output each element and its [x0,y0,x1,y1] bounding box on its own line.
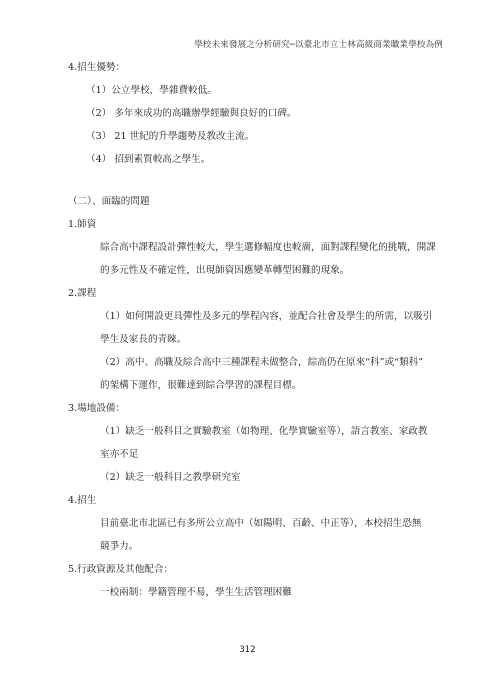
paragraph-line: 目前臺北市北區已有多所公立高中（如陽明、百齡、中正等），本校招生恐無 [100,518,422,529]
paragraph-line: （1）如何開設更具彈性及多元的學程內容，並配合社會及學生的所需，以吸引 [100,311,433,322]
subsection-heading: 5.行政資源及其他配合： [68,564,174,575]
paragraph-line: （1）缺乏一般科目之實驗教室（如物理、化學實驗室等），語言教室、家政教 [100,426,428,437]
subsection-heading: 1.師資 [68,219,97,230]
running-header: 學校未來發展之分析研究─以臺北市立士林高級商業職業學校為例 [194,40,443,50]
paragraph-line: 競爭力。 [100,541,139,552]
paragraph-line: 室亦不足 [100,449,139,460]
list-item: （1）公立學校，學雜費較低。 [86,85,217,96]
list-item: （3） 21 世紀的升學趨勢及教改主流。 [86,131,255,142]
paragraph-line: 學生及家長的青睞。 [100,334,187,345]
section-heading: （二）、面臨的問題 [68,196,150,207]
paragraph-line: 的架構下運作，很難達到綜合學習的課程目標。 [100,380,302,391]
paragraph-line: 綜合高中課程設計彈性較大，學生選修幅度也較廣，面對課程變化的挑戰，開課 [100,242,436,253]
page-number: 312 [239,645,256,655]
paragraph-line: 的多元性及不確定性，出現師資因應變革轉型困難的現象。 [100,265,350,276]
section-heading: 4.招生優勢： [68,62,126,73]
list-item: （4） 招到素質較高之學生。 [86,154,211,165]
paragraph-line: 一校兩制：學籍管理不易，學生生活管理困難 [100,587,292,598]
paragraph-line: （2）高中、高職及綜合高中三種課程未做整合，綜高仍在原來“科”或“類科” [100,357,424,368]
subsection-heading: 3.場地設備： [68,403,126,414]
subsection-heading: 2.課程 [68,288,97,299]
list-item: （2） 多年來成功的高職辦學經驗與良好的口碑。 [86,108,297,119]
subsection-heading: 4.招生 [68,495,97,506]
paragraph-line: （2）缺乏一般科目之教學研究室 [100,472,241,483]
